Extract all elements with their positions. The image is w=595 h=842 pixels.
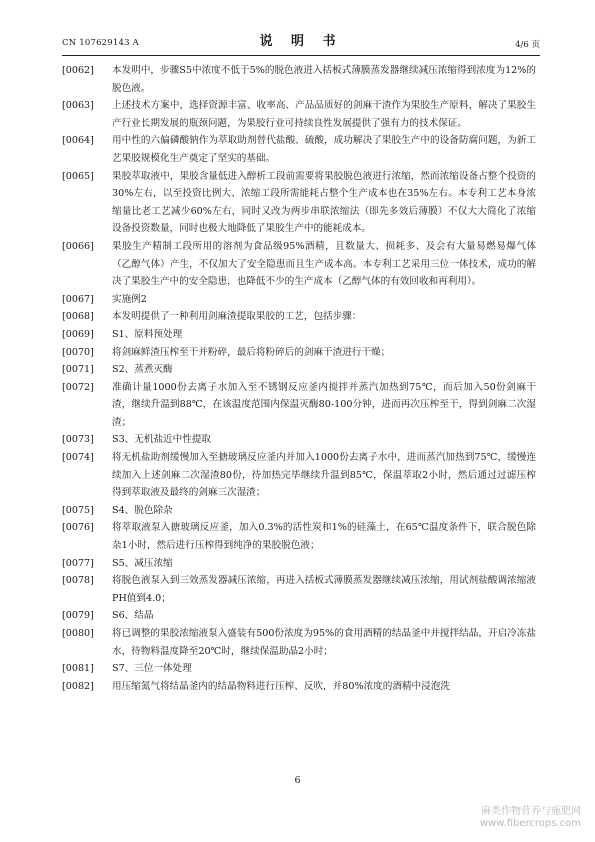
paragraph-number: [0065] [62,170,94,182]
document-id: CN 107629143 A [62,38,139,48]
paragraph-number: [0080] [62,628,94,639]
paragraph-number: [0069] [62,328,94,340]
paragraph [62,572,536,607]
paragraph-text: 用中性的六偏磷酸钠作为萃取助剂替代盐酸、硫酸，成功解决了果胶生产中的设备防腐问题，为新工艺果胶规模化生产奠定了坚实的基础。 [112,135,536,164]
paragraph-text: 本发明中，步骤S5中浓度不低于5%的脱色液进入括板式薄膜蒸发器继续减压浓缩得到浓度为12%的脱色液。 [112,65,536,94]
paragraph [62,238,536,291]
paragraph-number: [0077] [62,557,94,569]
paragraph [62,555,536,573]
paragraph [62,625,536,660]
paragraph-text: S4、脱色除杂 [112,504,173,516]
paragraph-text: S5、减压浓缩 [112,557,173,569]
watermark-line1: 麻类作物营养与施肥网 [481,806,581,817]
paragraph-text: 果胶萃取液中，果胶含量低进入醇析工段前需要将果胶脱色液进行浓缩，然而浓缩设备占整个投资的30%左右，以至投资比例大、浓缩工段所需能耗占整个生产成本也在35%左右。本专利工艺本身浓缩量比老工艺减少60%左右，同时又改为两步串联浓缩法（即先多效后薄膜）不仅大大简化了浓缩设备投资数量，同时也极大地降低了果胶生产中的能耗成本。 [112,170,536,235]
paragraph [62,607,536,625]
paragraph-text: S6、结晶 [112,610,154,622]
paragraph-number: [0064] [62,135,94,147]
page-number: 6 [294,775,301,786]
paragraph-number: [0081] [62,663,94,675]
paragraph-text: 将萃取液泵入搪玻璃反应釜，加入0.3%的活性炭和1%的硅藻土，在65℃温度条件下，联合脱色除杂1小时，然后进行压榨得到纯净的果胶脱色液； [112,522,536,552]
paragraph-text: 将脱色液泵入到三效蒸发器减压浓缩，再进入括板式薄膜蒸发器继续减压浓缩，用试剂盐酸调浓缩液PH值到4.0； [112,575,536,604]
paragraph-number: [0068] [62,311,94,323]
paragraph-text: 实施例2 [112,293,147,305]
paragraph [62,308,536,326]
paragraph-number: [0074] [62,452,94,464]
paragraph-text: 用压缩氮气将结晶釜内的结晶物料进行压榨、反吹，并80%浓度的酒精中浸泡洗 [112,680,450,692]
watermark-line2: www.fibercrops.com [479,818,581,829]
paragraph-text: 将已调整的果胶浓缩液泵入盛装有500份浓度为95%的食用酒精的结晶釜中并搅拌结晶，开启冷冻盐水，待物料温度降至20℃时，继续保温助晶2小时； [112,628,536,657]
paragraph-number: [0070] [62,346,94,358]
paragraph-number: [0079] [62,610,94,622]
paragraph [62,326,536,344]
paragraph-number: [0076] [62,522,94,534]
document-title: 说 明 书 [259,34,343,49]
paragraph-text: S1、原料预处理 [112,328,183,340]
paragraph [62,660,536,678]
paragraph [62,168,536,238]
paragraph-text: 将无机盐助剂缓慢加入至搪玻璃反应釜内并加入1000份去离子水中，进而蒸汽加热到75℃，缓慢连续加入上述剑麻二次湿渣80份，待加热完毕继续升温到85℃，保温萃取2小时，然后通过过滤压榨得到萃取液及最终的剑麻三次湿渣； [112,452,536,499]
paragraph-text: 本发明提供了一种利用剑麻渣提取果胶的工艺，包括步骤： [112,311,362,323]
header-rule [62,55,540,56]
paragraph-number: [0062] [62,65,94,76]
paragraph-text: S2、蒸煮灭酶 [112,364,173,376]
paragraph-text: 将剑麻鲜渣压榨至干并粉碎，最后将粉碎后的剑麻干渣进行干燥； [112,346,391,358]
paragraph-number: [0075] [62,504,94,516]
paragraph-number: [0071] [62,364,94,376]
paragraph [62,678,536,696]
paragraph [62,379,536,432]
page-header [62,30,540,52]
page-info: 4/6 页 [515,40,540,50]
paragraph-text: 果胶生产精制工段所用的溶剂为食品级95%酒精，且数量大、损耗多、及会有大量易燃易爆气体（乙醇气体）产生，不仅加大了安全隐患而且生产成本高。本专利工艺采用三位一体技术，成功的解决了果胶生产中的安全隐患，也降低不少的生产成本（乙醇气体的有效回收和再利用）。 [112,240,536,288]
paragraph-number: [0066] [62,240,94,252]
paragraph [62,132,536,167]
paragraph [62,291,536,309]
paragraph-text: 准确计量1000份去离子水加入至不锈钢反应釜内搅拌并蒸汽加热到75℃，而后加入50份剑麻干渣，继续升温到88℃，在该温度范围内保温灭酶80-100分钟，进而再次压榨至干，得到剑麻二次湿渣； [112,381,536,428]
paragraph [62,431,536,449]
paragraph-number: [0063] [62,100,94,112]
paragraph [62,502,536,520]
paragraph [62,449,536,502]
paragraph [62,97,536,132]
paragraph [62,519,536,554]
paragraph-text: 上述技术方案中，选择资源丰富、收率高、产品品质好的剑麻干渣作为果胶生产原料，解决了果胶生产行业长期发展的瓶颈问题，为果胶行业可持续良性发展提供了强有力的技术保证。 [112,100,536,129]
paragraph [62,361,536,379]
paragraph-text: S3、无机盐近中性提取 [112,434,212,446]
paragraph [62,344,536,362]
paragraph-number: [0082] [62,680,94,692]
paragraph-number: [0078] [62,575,94,587]
paragraph-number: [0072] [62,381,94,393]
paragraph [62,62,536,97]
description-body [62,62,536,695]
watermark [480,806,581,830]
paragraph-number: [0067] [62,293,94,305]
paragraph-number: [0073] [62,434,94,446]
paragraph-text: S7、三位一体处理 [112,663,192,675]
